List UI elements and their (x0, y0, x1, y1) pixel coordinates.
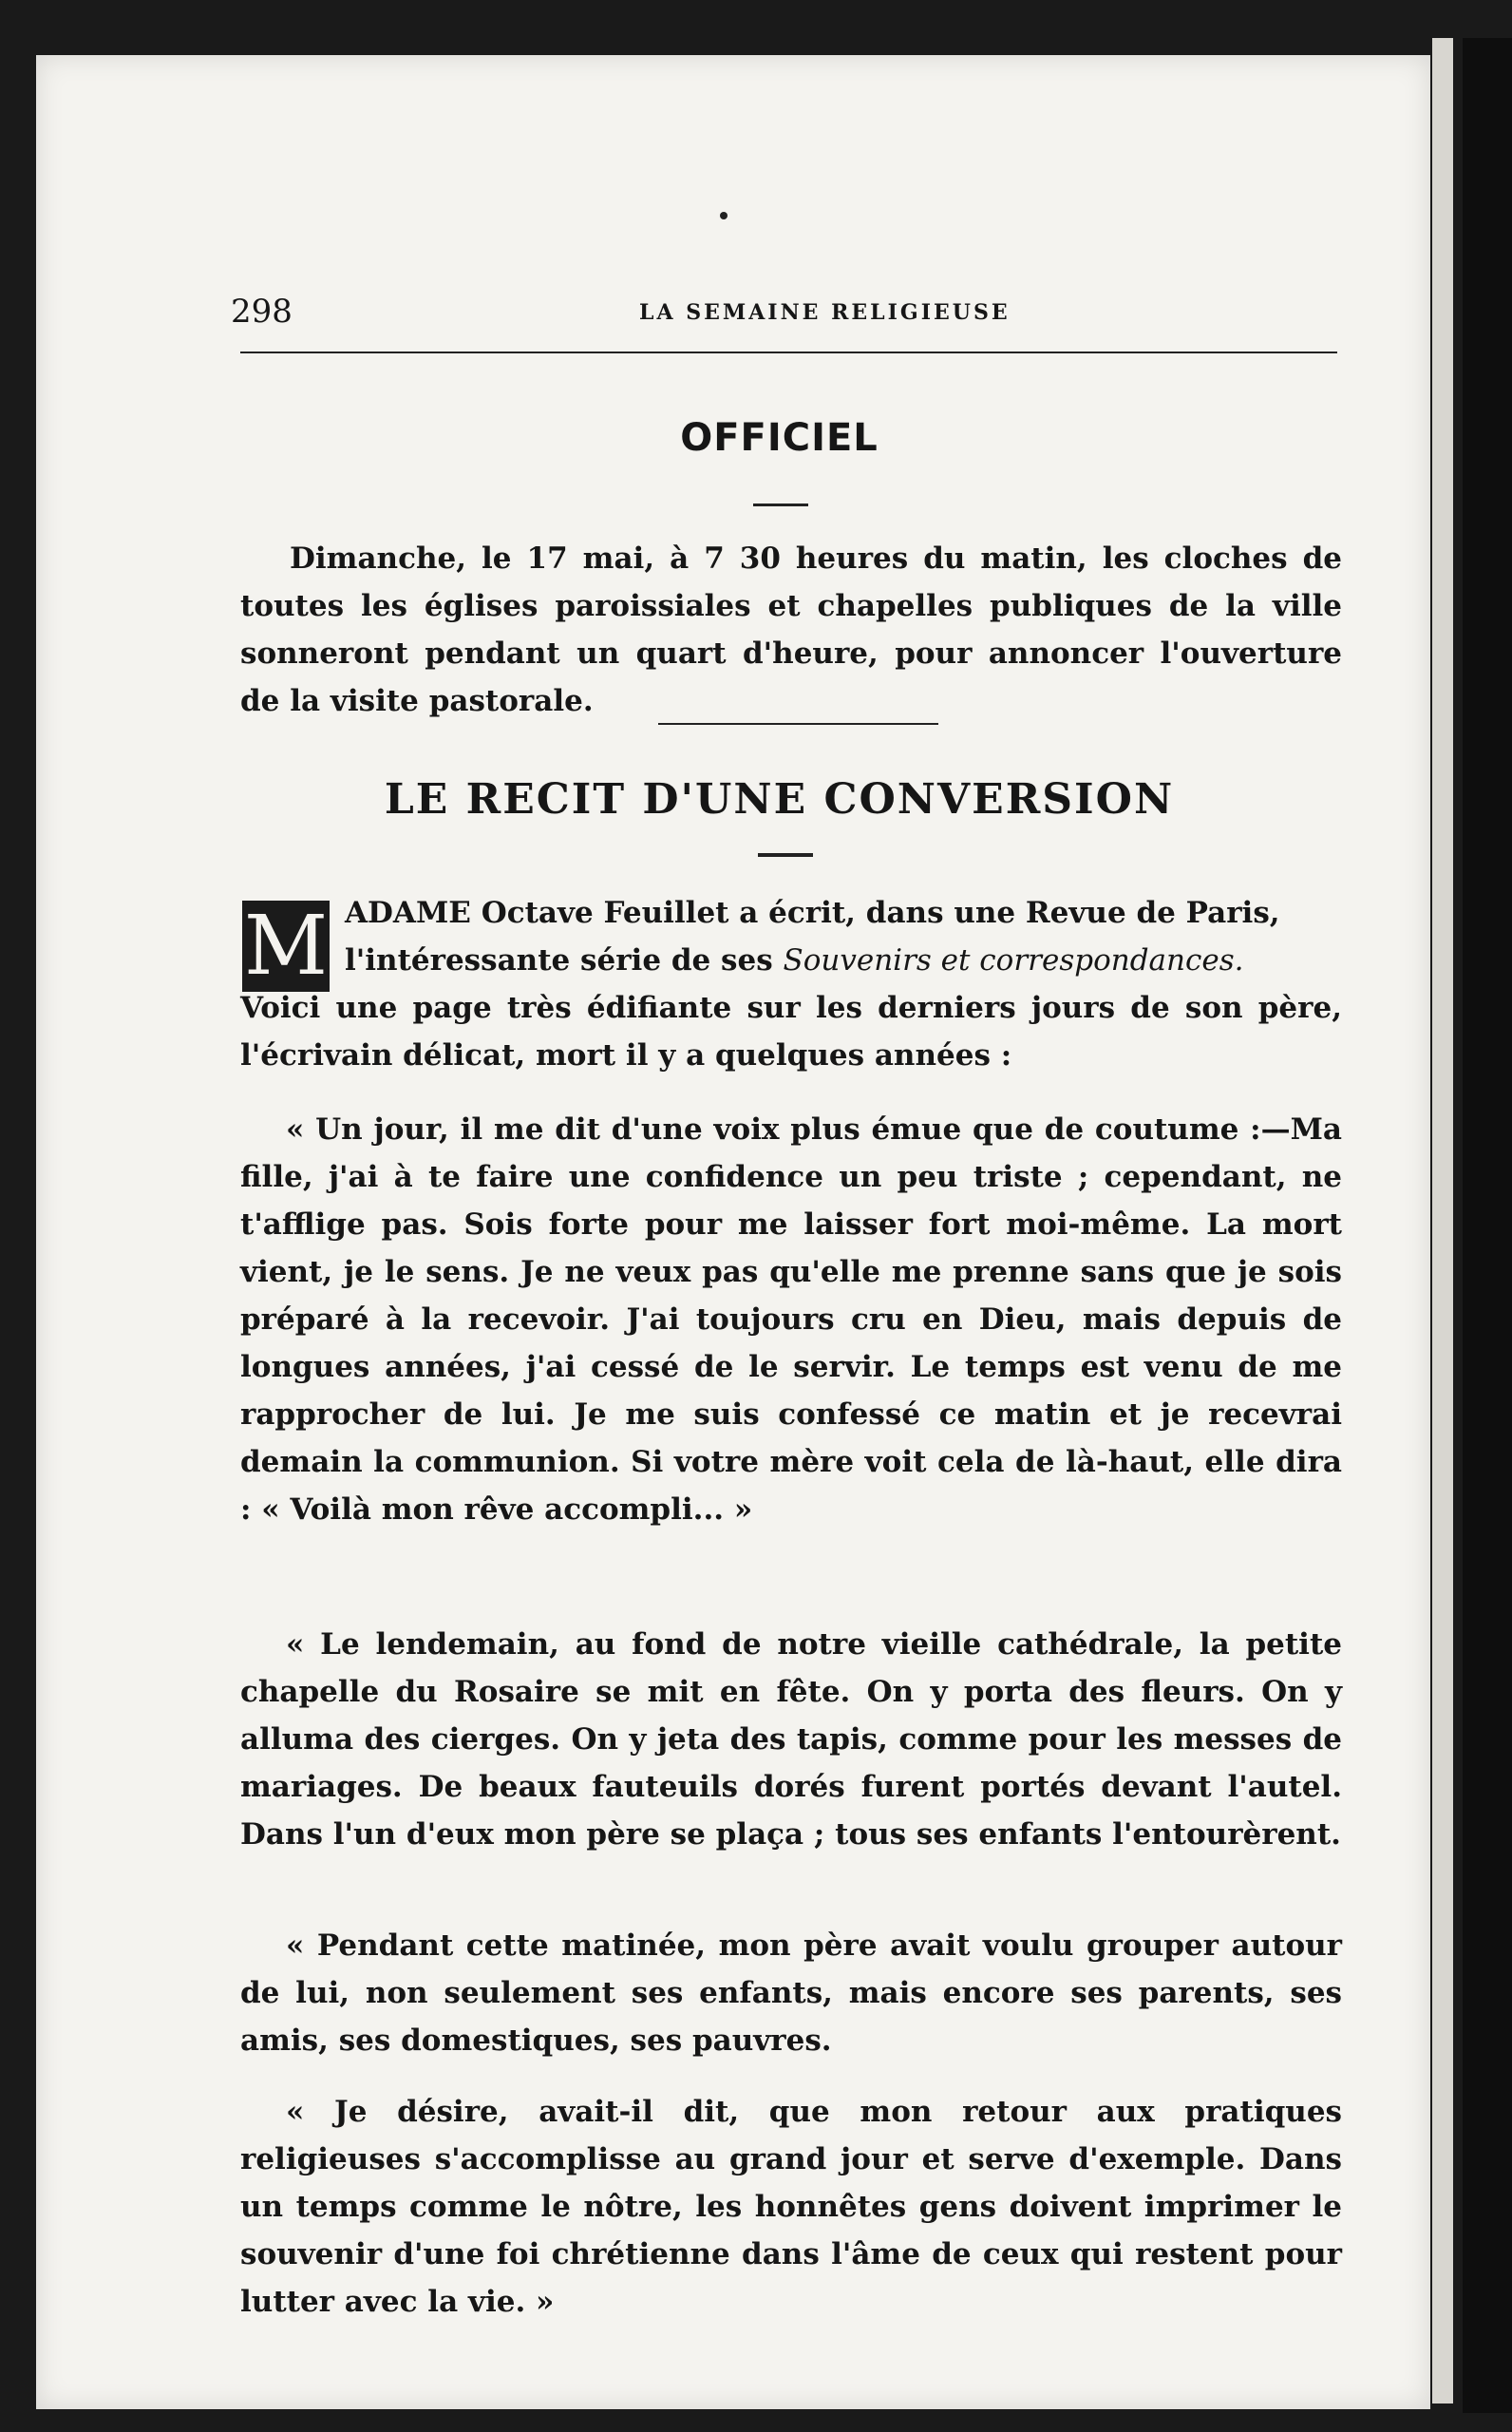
book-title: Souvenirs et correspondances. (783, 943, 1244, 978)
intro-paragraph: Voici une page très édifiante sur les derniers jours de son père, l'écrivain délicat, mort il y a quelques années : (240, 991, 1342, 1073)
page-edge-strip (1432, 38, 1453, 2404)
drop-cap: M (243, 899, 329, 994)
quote-paragraph-1: « Un jour, il me dit d'une voix plus émue que de coutume :—Ma fille, j'ai à te faire une confidence un peu triste ; cependant, ne t'afflige pas. Sois forte pour me laisser fort moi-même. La mort vient, je le sens. Je ne veux pas qu'elle me prenne sans que je sois préparé à la recevoir. J'ai toujours cru en Dieu, mais depuis de longues années, j'ai cessé de le servir. Le temps est venu de me rapprocher de lui. Je me suis confessé ce matin et je recevrai demain la communion. Si votre mère voit cela de là-haut, elle dira : « Voilà mon rêve accompli... » (240, 1112, 1342, 1527)
section-divider (658, 723, 938, 725)
heading-rule (753, 504, 808, 506)
quote-paragraph-4: « Je désire, avait-il dit, que mon retour aux pratiques religieuses s'accomplisse au grand jour et serve d'exemple. Dans un temps comme le nôtre, les honnêtes gens doivent imprimer le souvenir d'une foi chrétienne dans l'âme de ceux qui restent pour lutter avec la vie. » (240, 2095, 1342, 2319)
section-heading-officiel: OFFICIEL (680, 416, 879, 460)
intro-line-2-text: l'intéressante série de ses (345, 943, 784, 978)
running-head (231, 293, 1351, 331)
heading-rule (758, 853, 813, 857)
page-number: 298 (231, 293, 293, 331)
scan-border (1463, 38, 1512, 2413)
journal-title: LA SEMAINE RELIGIEUSE (639, 300, 1011, 325)
print-speck (720, 212, 728, 219)
book-page (36, 55, 1430, 2409)
article-title: LE RECIT D'UNE CONVERSION (384, 775, 1175, 824)
officiel-paragraph: Dimanche, le 17 mai, à 7 30 heures du matin, les cloches de toutes les églises paroissiales et chapelles publiques de la ville sonneront pendant un quart d'heure, pour annoncer l'ouverture de la visite pastorale. (240, 542, 1342, 718)
quote-paragraph-3: « Pendant cette matinée, mon père avait voulu grouper autour de lui, non seulement ses enfants, mais encore ses parents, ses amis, ses domestiques, ses pauvres. (240, 1928, 1342, 2058)
intro-line-2 (345, 937, 1342, 984)
header-rule (240, 352, 1337, 353)
intro-line-1: ADAME Octave Feuillet a écrit, dans une Revue de Paris, (345, 896, 1280, 930)
quote-paragraph-2: « Le lendemain, au fond de notre vieille cathédrale, la petite chapelle du Rosaire se mit en fête. On y porta des fleurs. On y alluma des cierges. On y jeta des tapis, comme pour les messes de mariages. De beaux fauteuils dorés furent portés devant l'autel. Dans l'un d'eux mon père se plaça ; tous ses enfants l'entourèrent. (240, 1627, 1342, 1852)
intro-lines (345, 889, 1342, 984)
